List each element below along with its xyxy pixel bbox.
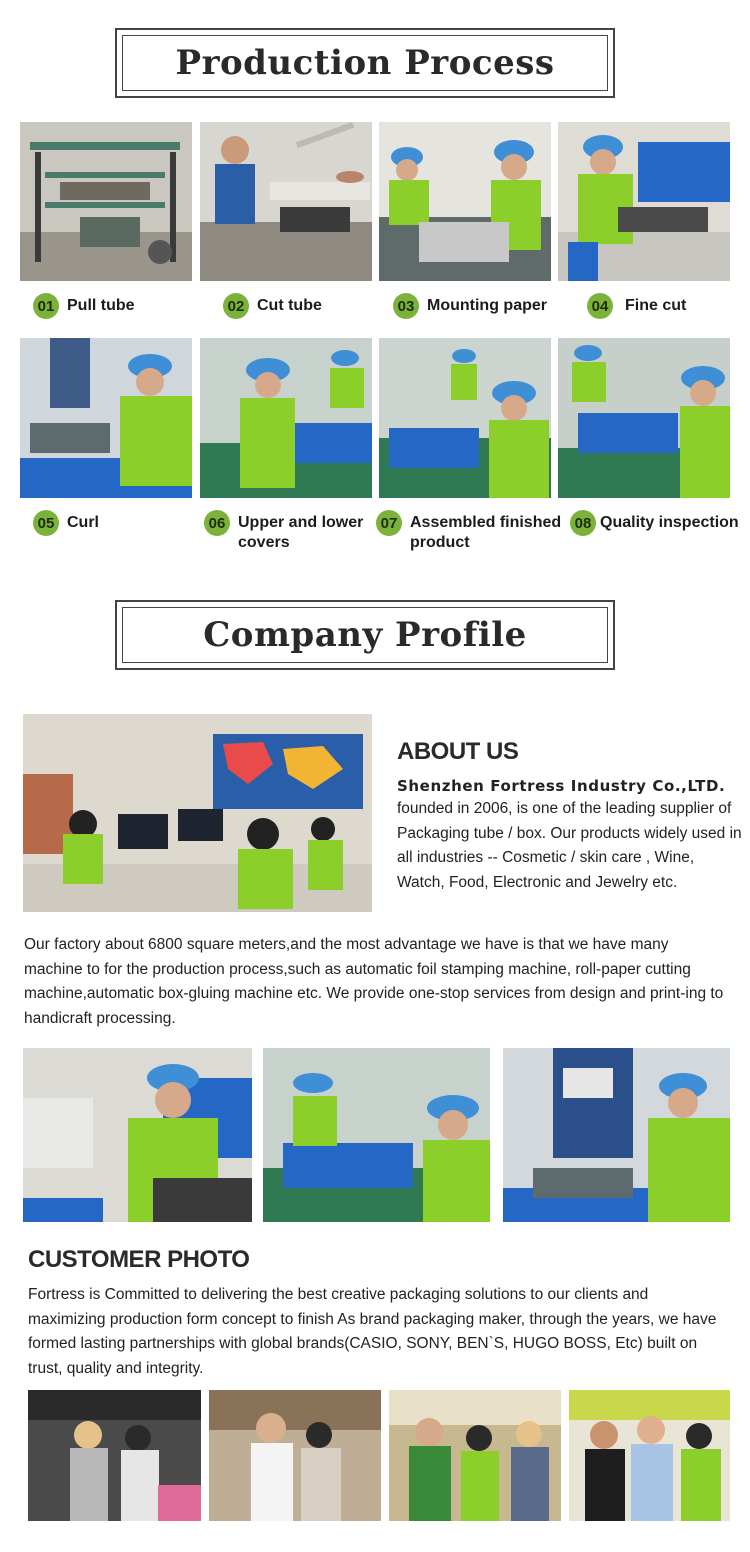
step-fine-cut bbox=[587, 293, 686, 319]
office-photo bbox=[23, 714, 372, 912]
step-label: Fine cut bbox=[625, 297, 687, 314]
step-label: Mounting paper bbox=[427, 297, 547, 314]
about-heading: ABOUT US bbox=[397, 738, 519, 765]
step-number-badge: 02 bbox=[223, 293, 249, 319]
step-number-badge: 04 bbox=[587, 293, 613, 319]
customer-photo-3 bbox=[389, 1390, 561, 1521]
customer-text: Fortress is Committed to delivering the best creative packaging solutions to our clients and maximizing production form concept to finish As brand packaging maker, through the years, we have formed lasting partnerships with global brands(CASIO, SONY, BEN`S, HUGO BOSS, Etc) built on trust, quality and integrity. bbox=[28, 1286, 717, 1377]
step-label: Assembled finished product bbox=[410, 514, 562, 551]
workers-covers-photo bbox=[200, 338, 372, 498]
step-assembled-product bbox=[376, 510, 566, 553]
company-name: Shenzhen Fortress Industry Co.,LTD. bbox=[397, 777, 726, 795]
step-label: Quality inspection bbox=[600, 514, 739, 531]
step-label: Pull tube bbox=[67, 297, 135, 314]
about-text: founded in 2006, is one of the leading supplier of Packaging tube / box. Our products widely used in all industries -- Cosmetic / skin care , Wine, Watch, Food, Electronic and Jewelry etc. bbox=[397, 800, 742, 891]
workers-inspection-photo bbox=[558, 338, 730, 498]
step-number-badge: 05 bbox=[33, 510, 59, 536]
worker-cutting-photo bbox=[200, 122, 372, 281]
step-number-badge: 01 bbox=[33, 293, 59, 319]
worker-mounting-photo bbox=[379, 122, 551, 281]
production-title-box bbox=[115, 28, 615, 98]
step-number-badge: 07 bbox=[376, 510, 402, 536]
customer-heading: CUSTOMER PHOTO bbox=[28, 1246, 250, 1273]
step-number-badge: 06 bbox=[204, 510, 230, 536]
customer-photo-4 bbox=[569, 1390, 730, 1521]
step-pull-tube bbox=[33, 293, 135, 319]
step-mounting-paper bbox=[393, 293, 547, 319]
customer-photo-2 bbox=[209, 1390, 381, 1521]
production-title: Production Process bbox=[175, 43, 555, 83]
step-quality-inspection bbox=[570, 510, 739, 536]
factory-photo-3 bbox=[503, 1048, 730, 1222]
factory-text: Our factory about 6800 square meters,and the most advantage we have is that we have many machine to for the production process,such as automatic foil stamping machine, roll-paper cutting machine,automatic box-gluing machine etc. We provide one-stop services from design and print-ing to handicraft processing. bbox=[24, 936, 724, 1027]
worker-finecut-photo bbox=[558, 122, 730, 281]
step-label: Upper and lower covers bbox=[238, 514, 364, 551]
step-cut-tube bbox=[223, 293, 322, 319]
step-upper-lower-covers bbox=[204, 510, 374, 553]
factory-machine-photo bbox=[20, 122, 192, 281]
step-curl bbox=[33, 510, 99, 536]
profile-title: Company Profile bbox=[203, 615, 527, 655]
step-number-badge: 08 bbox=[570, 510, 596, 536]
step-label: Cut tube bbox=[257, 297, 322, 314]
step-number-badge: 03 bbox=[393, 293, 419, 319]
profile-title-box bbox=[115, 600, 615, 670]
workers-assembly-photo bbox=[379, 338, 551, 498]
customer-photo-1 bbox=[28, 1390, 201, 1521]
worker-curl-photo bbox=[20, 338, 192, 498]
factory-photo-1 bbox=[23, 1048, 252, 1222]
step-label: Curl bbox=[67, 514, 99, 531]
factory-photo-2 bbox=[263, 1048, 490, 1222]
